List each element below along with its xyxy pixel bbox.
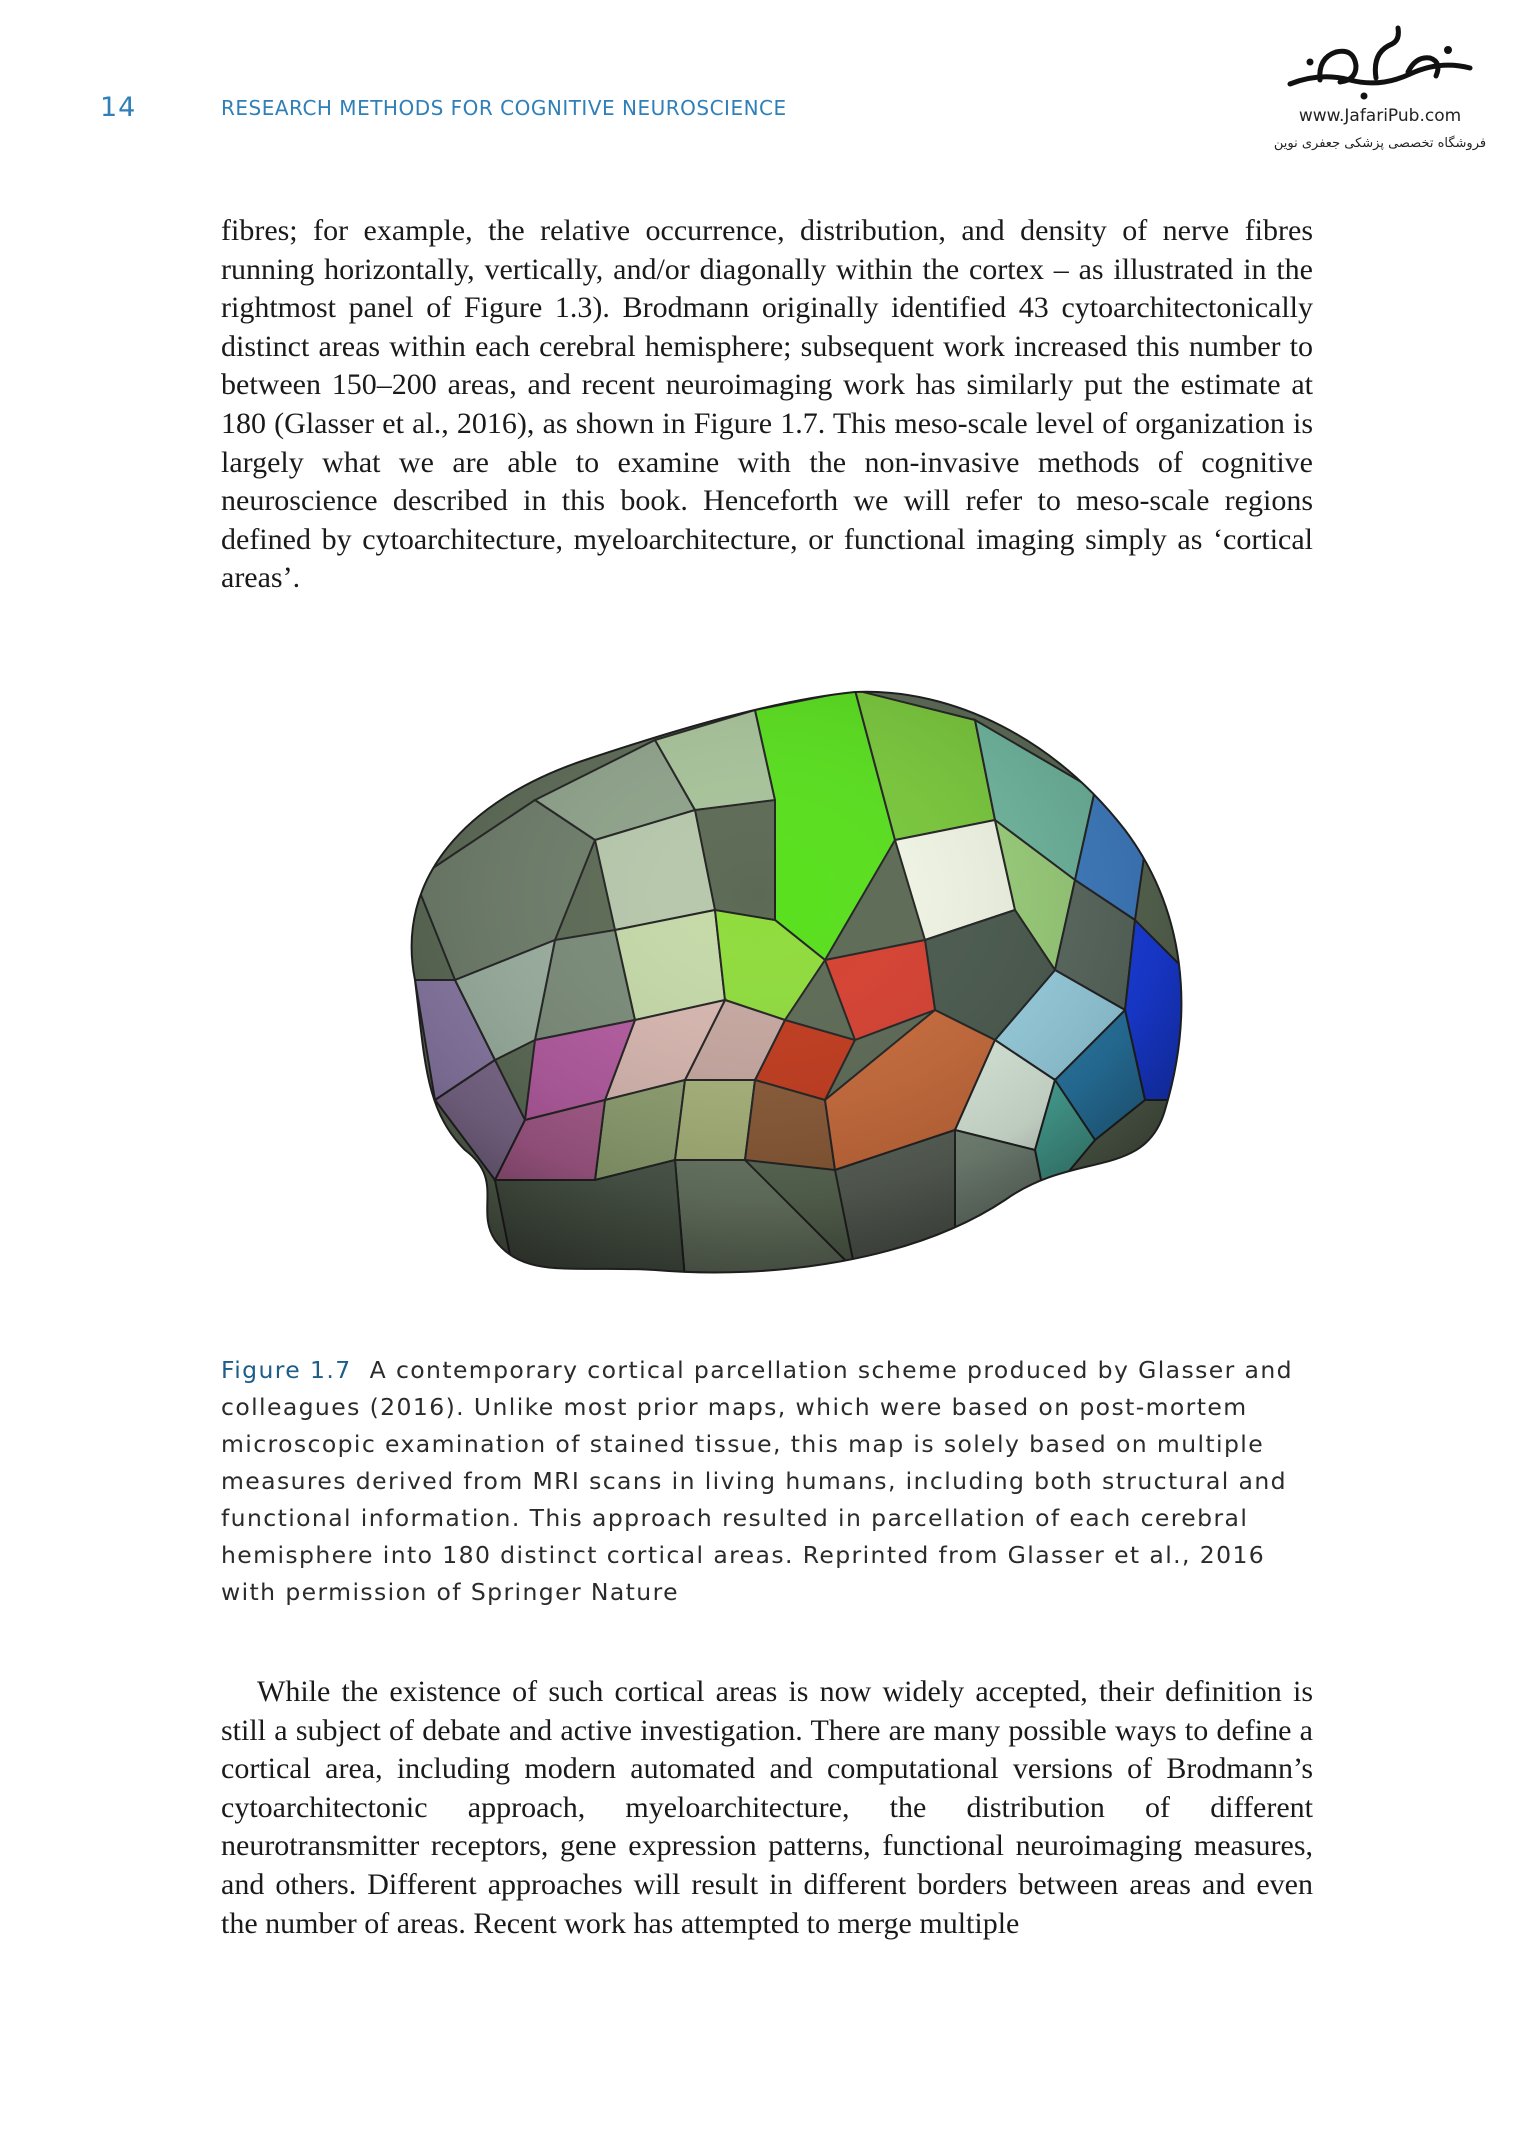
cortical-parcellation-image	[355, 680, 1195, 1300]
publisher-logo-mark	[1280, 22, 1480, 104]
figure-caption	[221, 1352, 1301, 1611]
body-paragraph-1: fibres; for example, the relative occurrence, distribution, and density of nerve fibres running horizontally, vertically, and/or diagonally within the cortex – as illustrated in the rightmost panel of Figure 1.3). Brodmann originally identified 43 cytoarchitectonically distinct areas within each cerebral hemisphere; subsequent work increased this number to between 150–200 areas, and recent neuroimaging work has similarly put the estimate at 180 (Glasser et al., 2016), as shown in Figure 1.7. This meso-scale level of organization is largely what we are able to examine with the non-invasive methods of cognitive neuroscience described in this book. Henceforth we will refer to meso-scale regions defined by cytoarchitecture, myeloarchitecture, or functional imaging simply as ‘cortical areas’.	[221, 214, 1313, 595]
publisher-tagline: فروشگاه تخصصی پزشکی جعفری نوین	[1273, 136, 1487, 151]
publisher-logo	[1255, 22, 1505, 172]
brain-parcellation-figure	[355, 680, 1195, 1300]
page-number: 14	[100, 92, 137, 123]
figure-label: Figure 1.7	[221, 1356, 352, 1384]
running-head: RESEARCH METHODS FOR COGNITIVE NEUROSCIENCE	[221, 96, 787, 120]
body-paragraph-2: While the existence of such cortical areas is now widely accepted, their definition is still a subject of debate and active investigation. There are many possible ways to define a cortical area, including modern automated and computational versions of Brodmann’s cytoarchitectonic approach, myeloarchitecture, the distribution of different neurotransmitter receptors, gene expression patterns, functional neuroimaging measures, and others. Different approaches will result in different borders between areas and even the number of areas. Recent work has attempted to merge multiple	[221, 1675, 1313, 1940]
figure-caption-text: A contemporary cortical parcellation scheme produced by Glasser and colleagues (2016). Unlike most prior maps, which were based on post-mortem microscopic examination of stained tissue, this map is solely based on multiple measures derived from MRI scans in living humans, including both structural and functional information. This approach resulted in parcellation of each cerebral hemisphere into 180 distinct cortical areas. Reprinted from Glasser et al., 2016 with permission of Springer Nature	[221, 1356, 1293, 1606]
publisher-url: www.JafariPub.com	[1298, 106, 1462, 126]
